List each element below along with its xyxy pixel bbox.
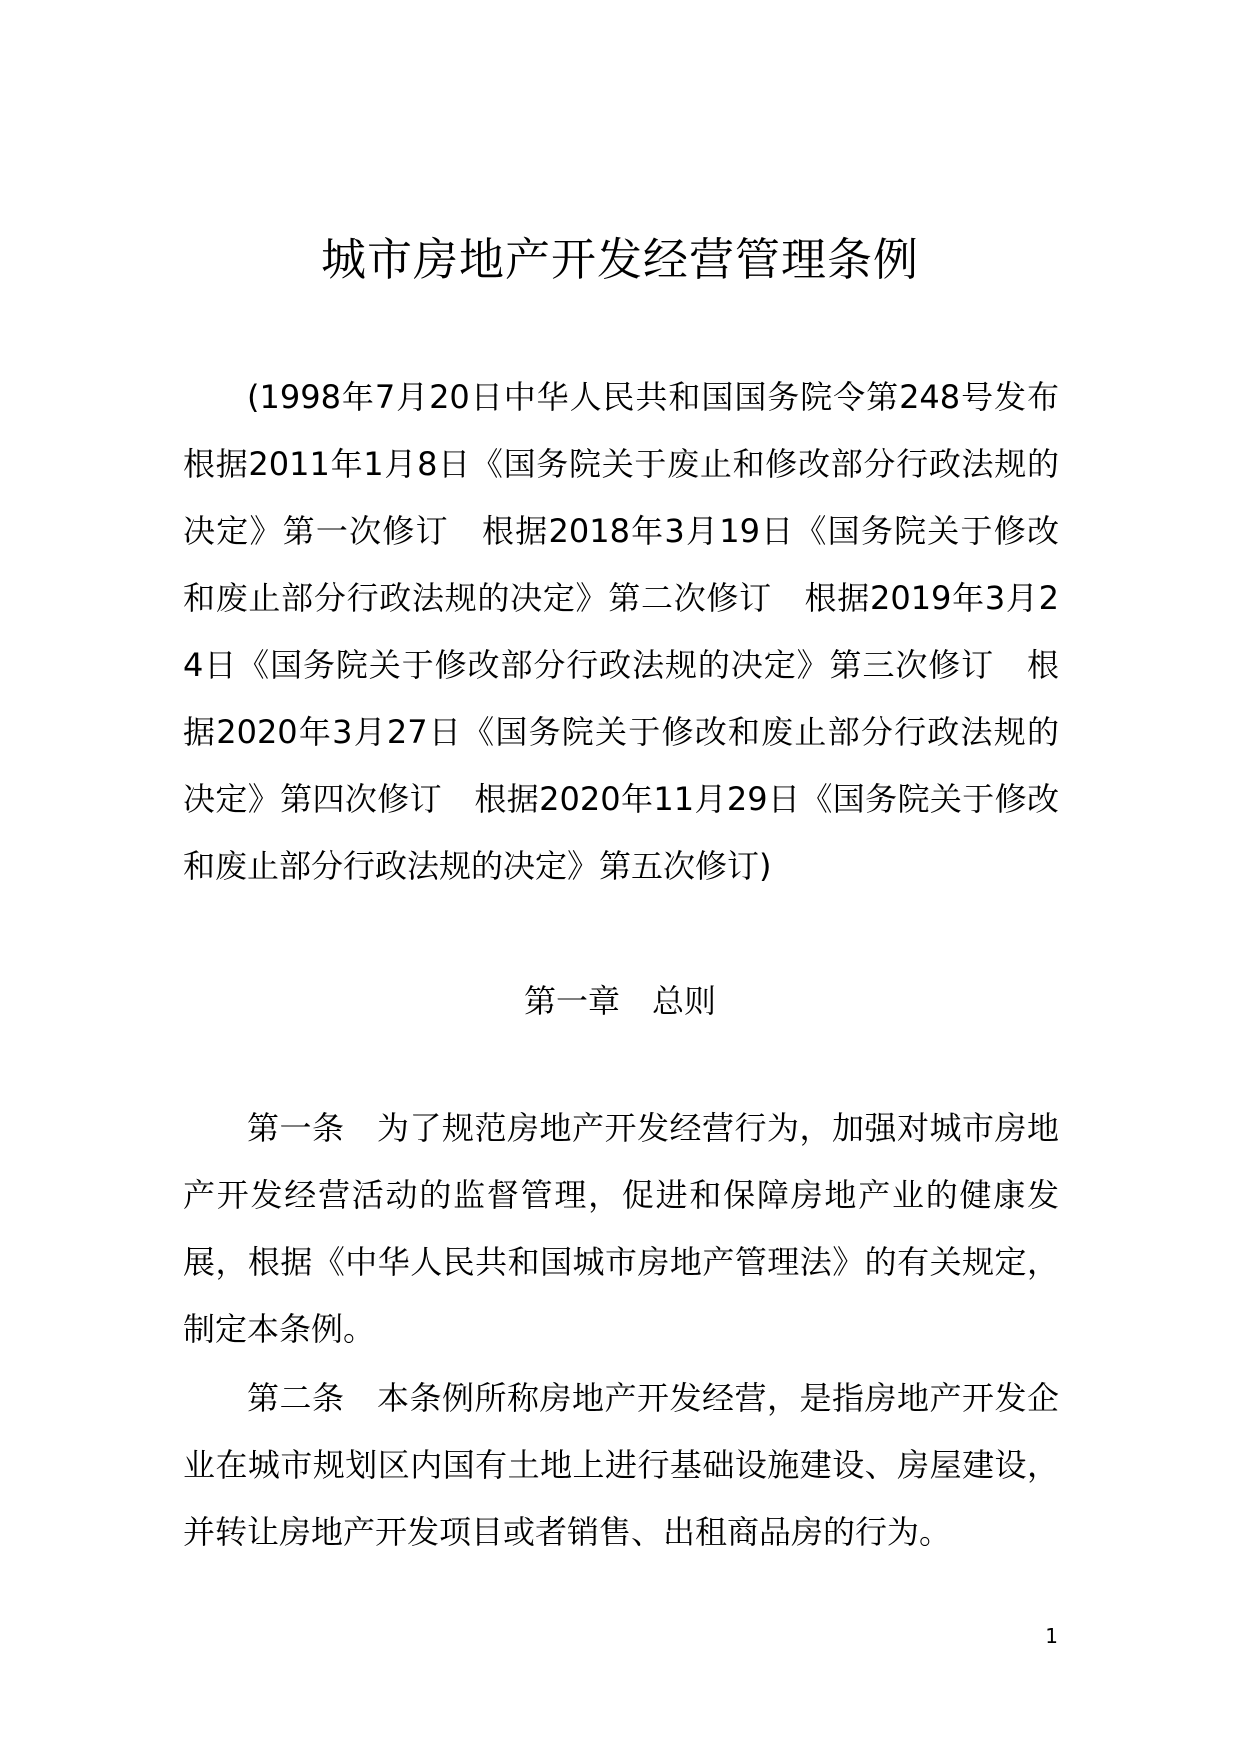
revision-history-note: (1998年7月20日中华人民共和国国务院令第248号发布 根据2011年1月8日《国务院关于废止和修改部分行政法规的决定》第一次修订 根据2018年3月19日《国务院关于修改和废止部分行政法规的决定》第二次修订 根据2019年3月24日《国务院关于修改部分行政法规的决定》第三次修订 根据2020年3月27日《国务院关于修改和废止部分行政法规的决定》第四次修订 根据2020年11月29日《国务院关于修改和废止部分行政法规的决定》第五次修订) xyxy=(183,378,1092,885)
article-2: 第二条 本条例所称房地产开发经营，是指房地产开发企业在城市规划区内国有土地上进行基础设施建设、房屋建设，并转让房地产开发项目或者销售、出租商品房的行为。 xyxy=(183,1379,1059,1551)
document-title: 城市房地产开发经营管理条例 xyxy=(320,233,919,286)
chapter-heading: 第一章 总则 xyxy=(523,982,716,1020)
page-number: 1 xyxy=(1045,1624,1058,1648)
article-1: 第一条 为了规范房地产开发经营行为，加强对城市房地产开发经营活动的监督管理，促进和保障房地产业的健康发展，根据《中华人民共和国城市房地产管理法》的有关规定，制定本条例。 xyxy=(183,1109,1059,1348)
